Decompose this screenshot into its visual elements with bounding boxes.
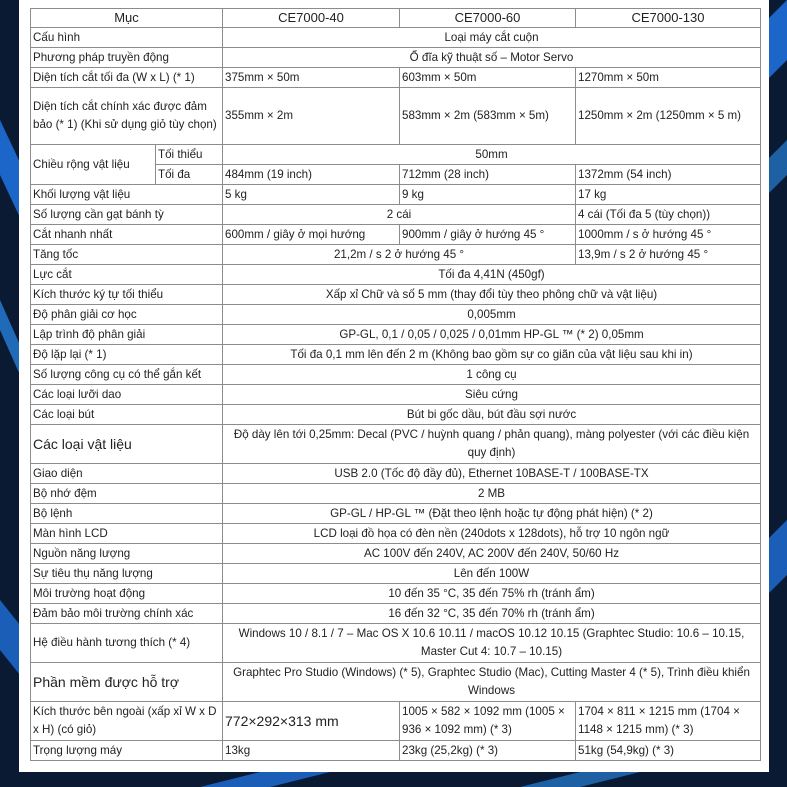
row-value: Tối đa 0,1 mm lên đến 2 m (Không bao gồm sự co giãn của vật liệu sau khi in) bbox=[223, 345, 761, 365]
table-row bbox=[31, 365, 761, 385]
value-130: 1250mm × 2m (1250mm × 5 m) bbox=[576, 88, 761, 145]
value-60: 23kg (25,2kg) (* 3) bbox=[400, 741, 576, 761]
table-row bbox=[31, 325, 761, 345]
row-value: Lên đến 100W bbox=[223, 564, 761, 584]
row-label: Độ phân giải cơ học bbox=[31, 305, 223, 325]
row-value: Loại máy cắt cuộn bbox=[223, 28, 761, 48]
row-label: Bộ nhớ đệm bbox=[31, 484, 223, 504]
row-label: Trọng lượng máy bbox=[31, 741, 223, 761]
table-row bbox=[31, 68, 761, 88]
table-row bbox=[31, 145, 761, 165]
value-40-60: 21,2m / s 2 ở hướng 45 ° bbox=[223, 245, 576, 265]
row-value: Tối đa 4,41N (450gf) bbox=[223, 265, 761, 285]
value-130: 1704 × 811 × 1215 mm (1704 × 1148 × 1215 mm) (* 3) bbox=[576, 702, 761, 741]
row-label: Cấu hình bbox=[31, 28, 223, 48]
table-row bbox=[31, 564, 761, 584]
value-40-60: 2 cái bbox=[223, 205, 576, 225]
row-label: Đảm bảo môi trường chính xác bbox=[31, 604, 223, 624]
row-label: Bộ lệnh bbox=[31, 504, 223, 524]
table-row bbox=[31, 584, 761, 604]
row-label: Các loại bút bbox=[31, 405, 223, 425]
table-row bbox=[31, 504, 761, 524]
table-row bbox=[31, 464, 761, 484]
row-value: Xấp xỉ Chữ và số 5 mm (thay đổi tùy theo phông chữ và vật liệu) bbox=[223, 285, 761, 305]
header-model-130: CE7000-130 bbox=[576, 9, 761, 28]
row-value: LCD loại đồ họa có đèn nền (240dots x 128dots), hỗ trợ 10 ngôn ngữ bbox=[223, 524, 761, 544]
value-60: 9 kg bbox=[400, 185, 576, 205]
row-value: Ổ đĩa kỹ thuật số – Motor Servo bbox=[223, 48, 761, 68]
row-label: Các loại lưỡi dao bbox=[31, 385, 223, 405]
value-130: 4 cái (Tối đa 5 (tùy chọn)) bbox=[576, 205, 761, 225]
row-label: Màn hình LCD bbox=[31, 524, 223, 544]
value-40: 375mm × 50m bbox=[223, 68, 400, 88]
row-label: Số lượng công cụ có thể gắn kết bbox=[31, 365, 223, 385]
row-label: Số lượng cần gạt bánh tỳ bbox=[31, 205, 223, 225]
row-value: 1 công cụ bbox=[223, 365, 761, 385]
row-label: Hệ điều hành tương thích (* 4) bbox=[31, 624, 223, 663]
row-label: Lập trình độ phân giải bbox=[31, 325, 223, 345]
row-label: Diện tích cắt chính xác được đảm bảo (* 1) (Khi sử dụng giỏ tùy chọn) bbox=[31, 88, 223, 145]
row-label: Phần mềm được hỗ trợ bbox=[31, 663, 223, 702]
table-row bbox=[31, 345, 761, 365]
row-label: Chiều rộng vật liệu bbox=[31, 145, 156, 185]
row-value: GP-GL, 0,1 / 0,05 / 0,025 / 0,01mm HP-GL ™ (* 2) 0,05mm bbox=[223, 325, 761, 345]
row-label: Sự tiêu thụ năng lượng bbox=[31, 564, 223, 584]
value-130: 1000mm / s ở hướng 45 ° bbox=[576, 225, 761, 245]
row-label: Độ lặp lại (* 1) bbox=[31, 345, 223, 365]
row-label: Cắt nhanh nhất bbox=[31, 225, 223, 245]
row-value: Siêu cứng bbox=[223, 385, 761, 405]
table-row bbox=[31, 604, 761, 624]
table-row bbox=[31, 544, 761, 564]
spec-table bbox=[30, 8, 761, 761]
row-value: Bút bi gốc dầu, bút đầu sợi nước bbox=[223, 405, 761, 425]
table-row bbox=[31, 205, 761, 225]
sub-label-max: Tối đa bbox=[156, 165, 223, 185]
row-value: USB 2.0 (Tốc độ đầy đủ), Ethernet 10BASE-T / 100BASE-TX bbox=[223, 464, 761, 484]
row-value: GP-GL / HP-GL ™ (Đặt theo lệnh hoặc tự động phát hiện) (* 2) bbox=[223, 504, 761, 524]
row-label: Phương pháp truyền động bbox=[31, 48, 223, 68]
table-header-row bbox=[31, 9, 761, 28]
value-130: 1270mm × 50m bbox=[576, 68, 761, 88]
table-row bbox=[31, 48, 761, 68]
value-130: 13,9m / s 2 ở hướng 45 ° bbox=[576, 245, 761, 265]
header-item: Mục bbox=[31, 9, 223, 28]
row-label: Khối lượng vật liệu bbox=[31, 185, 223, 205]
value-130: 17 kg bbox=[576, 185, 761, 205]
table-row bbox=[31, 245, 761, 265]
table-row bbox=[31, 185, 761, 205]
value-60: 603mm × 50m bbox=[400, 68, 576, 88]
value-40: 13kg bbox=[223, 741, 400, 761]
value-130: 1372mm (54 inch) bbox=[576, 165, 761, 185]
row-value: 2 MB bbox=[223, 484, 761, 504]
table-row bbox=[31, 88, 761, 145]
value-40: 772×292×313 mm bbox=[223, 702, 400, 741]
row-value: Windows 10 / 8.1 / 7 – Mac OS X 10.6 10.11 / macOS 10.12 10.15 (Graphtec Studio: 10.6 – 10.15, Master Cut 4: 10.7 – 10.15) bbox=[223, 624, 761, 663]
row-label: Kích thước ký tự tối thiểu bbox=[31, 285, 223, 305]
table-row bbox=[31, 484, 761, 504]
row-label: Diện tích cắt tối đa (W x L) (* 1) bbox=[31, 68, 223, 88]
header-model-60: CE7000-60 bbox=[400, 9, 576, 28]
sub-label-min: Tối thiểu bbox=[156, 145, 223, 165]
table-row bbox=[31, 285, 761, 305]
value-60: 1005 × 582 × 1092 mm (1005 × 936 × 1092 mm) (* 3) bbox=[400, 702, 576, 741]
row-value: Graphtec Pro Studio (Windows) (* 5), Graphtec Studio (Mac), Cutting Master 4 (* 5), Trình điều khiển Windows bbox=[223, 663, 761, 702]
row-label: Nguồn năng lượng bbox=[31, 544, 223, 564]
table-row bbox=[31, 265, 761, 285]
value-40: 600mm / giây ở mọi hướng bbox=[223, 225, 400, 245]
row-value: 0,005mm bbox=[223, 305, 761, 325]
table-row bbox=[31, 663, 761, 702]
row-label: Giao diện bbox=[31, 464, 223, 484]
row-label: Lực cắt bbox=[31, 265, 223, 285]
value-60: 583mm × 2m (583mm × 5m) bbox=[400, 88, 576, 145]
row-value: 10 đến 35 °C, 35 đến 75% rh (tránh ẩm) bbox=[223, 584, 761, 604]
table-row bbox=[31, 425, 761, 464]
row-value: AC 100V đến 240V, AC 200V đến 240V, 50/60 Hz bbox=[223, 544, 761, 564]
value-40: 484mm (19 inch) bbox=[223, 165, 400, 185]
table-row bbox=[31, 225, 761, 245]
value-130: 51kg (54,9kg) (* 3) bbox=[576, 741, 761, 761]
value-60: 712mm (28 inch) bbox=[400, 165, 576, 185]
table-row bbox=[31, 385, 761, 405]
table-row bbox=[31, 305, 761, 325]
row-label: Kích thước bên ngoài (xấp xỉ W x D x H) (có giỏ) bbox=[31, 702, 223, 741]
table-row bbox=[31, 405, 761, 425]
table-row bbox=[31, 524, 761, 544]
table-row bbox=[31, 624, 761, 663]
row-label: Tăng tốc bbox=[31, 245, 223, 265]
row-value: 50mm bbox=[223, 145, 761, 165]
table-row bbox=[31, 741, 761, 761]
value-40: 355mm × 2m bbox=[223, 88, 400, 145]
table-row bbox=[31, 702, 761, 741]
row-label: Các loại vật liệu bbox=[31, 425, 223, 464]
row-value: Độ dày lên tới 0,25mm: Decal (PVC / huỳnh quang / phản quang), màng polyester (với các điều kiện quy định) bbox=[223, 425, 761, 464]
header-model-40: CE7000-40 bbox=[223, 9, 400, 28]
value-40: 5 kg bbox=[223, 185, 400, 205]
table-row bbox=[31, 28, 761, 48]
row-value: 16 đến 32 °C, 35 đến 70% rh (tránh ẩm) bbox=[223, 604, 761, 624]
spec-sheet-panel bbox=[19, 0, 769, 772]
row-label: Môi trường hoạt động bbox=[31, 584, 223, 604]
value-60: 900mm / giây ở hướng 45 ° bbox=[400, 225, 576, 245]
